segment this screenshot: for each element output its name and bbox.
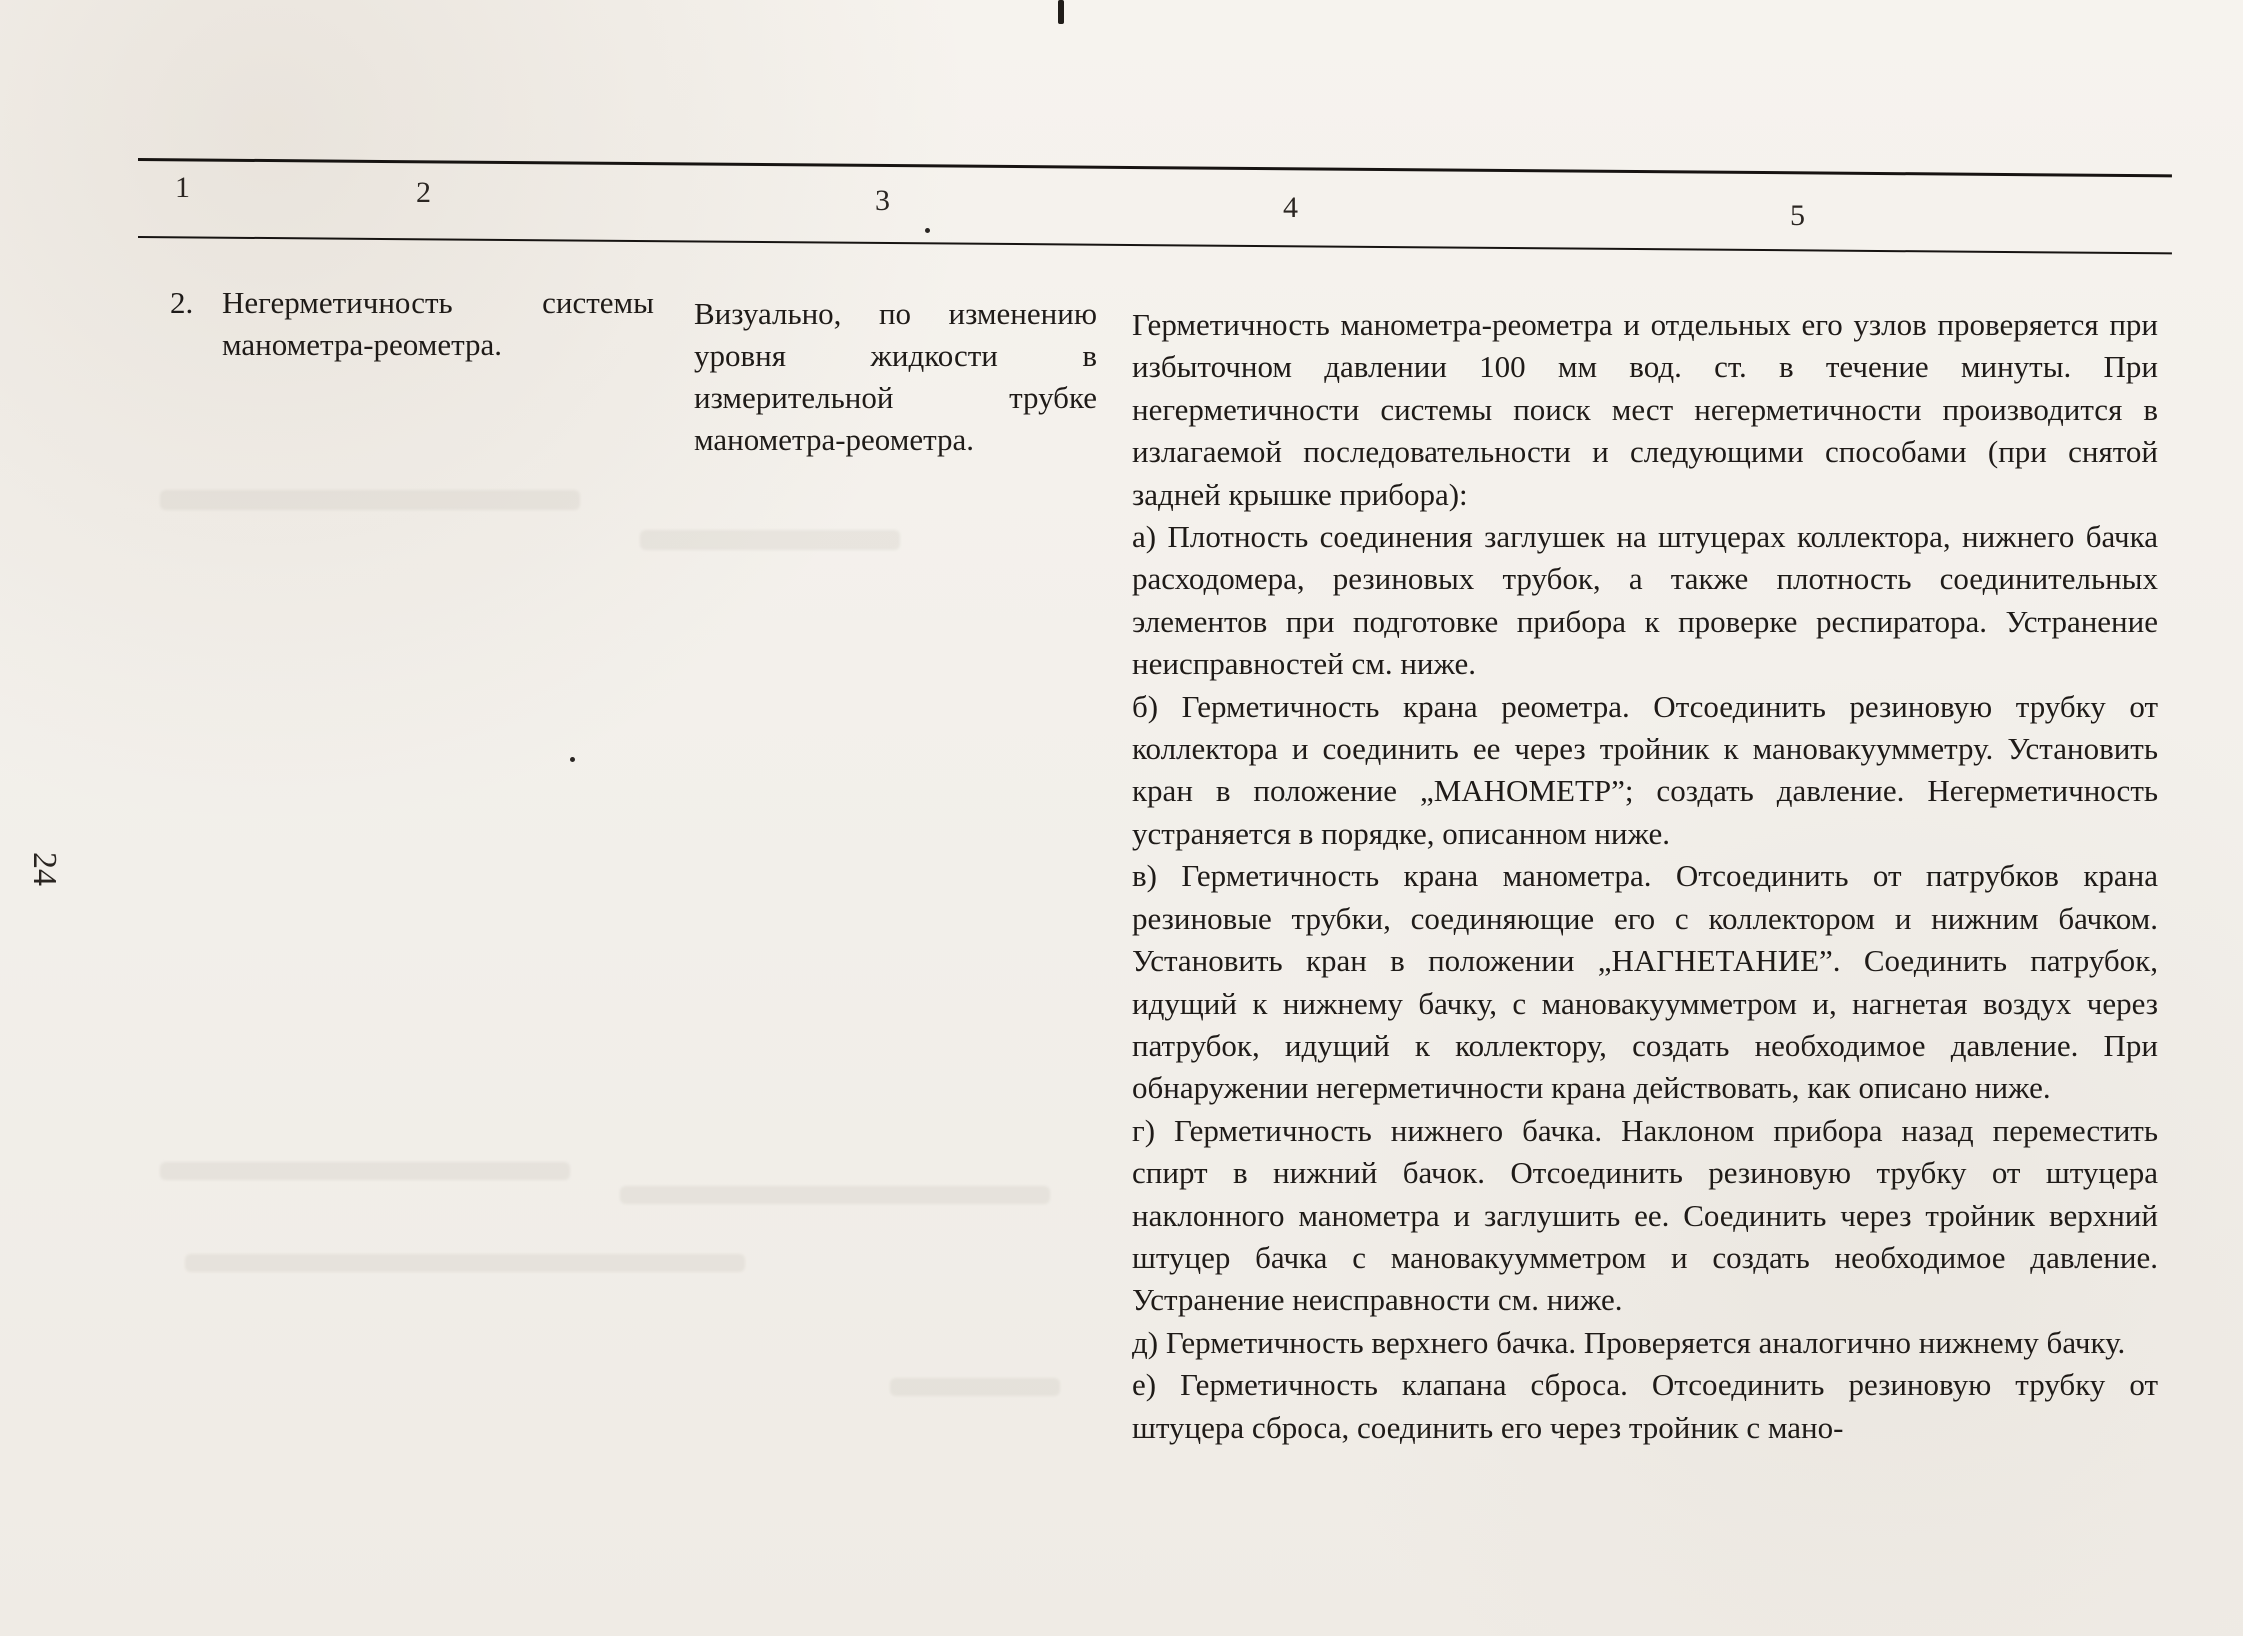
- column-number-3: 3: [875, 184, 890, 217]
- procedure-step-a: а) Плотность соединения заглушек на штуцерах коллектора, нижнего бачка расходомера, резиновых трубок, а также плотность соединительных элементов при подготовке прибора к проверке респиратора. Устранение неисправностей см. ниже.: [1132, 519, 2158, 682]
- ink-speck: [925, 228, 930, 233]
- bleed-through-text: [160, 490, 580, 510]
- bleed-through-text: [160, 1162, 570, 1180]
- top-ink-mark: [1058, 0, 1064, 24]
- malfunction-text: Негерметичность системы манометра-реометра.: [222, 285, 654, 362]
- column-number-5: 5: [1790, 199, 1805, 232]
- page-number: 24: [26, 852, 63, 886]
- repair-procedure: [1132, 304, 2158, 1449]
- column-number-4: 4: [1283, 191, 1298, 224]
- procedure-step-f: е) Герметичность клапана сброса. Отсоединить резиновую трубку от штуцера сброса, соединить его через тройник с мано-: [1132, 1367, 2158, 1445]
- malfunction-description: [222, 282, 654, 366]
- procedure-step-d: г) Герметичность нижнего бачка. Наклоном прибора назад переместить спирт в нижний бачок. Отсоединить резиновую трубку от штуцера наклонного манометра и заглушить ее. Соединить через тройник верхний штуцер бачка с мановакуумметром и создать необходимое давление. Устранение неисправности см. ниже.: [1132, 1112, 2158, 1318]
- procedure-step-b: б) Герметичность крана реометра. Отсоединить резиновую трубку от коллектора и соединить ее через тройник к мановакуумметру. Установить кран в положение „МАНОМЕТР”; создать давление. Негерметичность устраняется в порядке, описанном ниже.: [1132, 688, 2158, 851]
- bleed-through-text: [640, 530, 900, 550]
- column-number-1: 1: [175, 171, 190, 204]
- procedure-intro: Герметичность манометра-реометра и отдельных его узлов проверяется при избыточном давлении 100 мм вод. ст. в течение минуты. При негерметичности системы поиск мест негерметичности производится в излагаемой последовательности и следующими способами (при снятой задней крышке прибора):: [1132, 307, 2158, 512]
- bleed-through-text: [185, 1254, 745, 1272]
- ink-speck: [570, 757, 575, 762]
- column-number-2: 2: [416, 176, 431, 209]
- bleed-through-text: [890, 1378, 1060, 1396]
- table-top-rule: [138, 158, 2172, 177]
- table-header-rule: [138, 236, 2172, 254]
- detection-text: Визуально, по изменению уровня жидкости в измерительной трубке манометра-реометра.: [694, 296, 1097, 457]
- detection-method: [694, 293, 1097, 461]
- row-item-number: 2.: [170, 285, 194, 320]
- procedure-step-e: д) Герметичность верхнего бачка. Проверяется аналогично нижнему бачку.: [1132, 1324, 2126, 1360]
- bleed-through-text: [620, 1186, 1050, 1204]
- procedure-step-c: в) Герметичность крана манометра. Отсоединить от патрубков крана резиновые трубки, соединяющие его с коллектором и нижним бачком. Установить кран в положении „НАГНЕТАНИЕ”. Соединить патрубок, идущий к нижнему бачку, с мановакуумметром и, нагнетая воздух через патрубок, идущий к коллектору, создать необходимое давление. При обнаружении негерметичности крана действовать, как описано ниже.: [1132, 858, 2158, 1106]
